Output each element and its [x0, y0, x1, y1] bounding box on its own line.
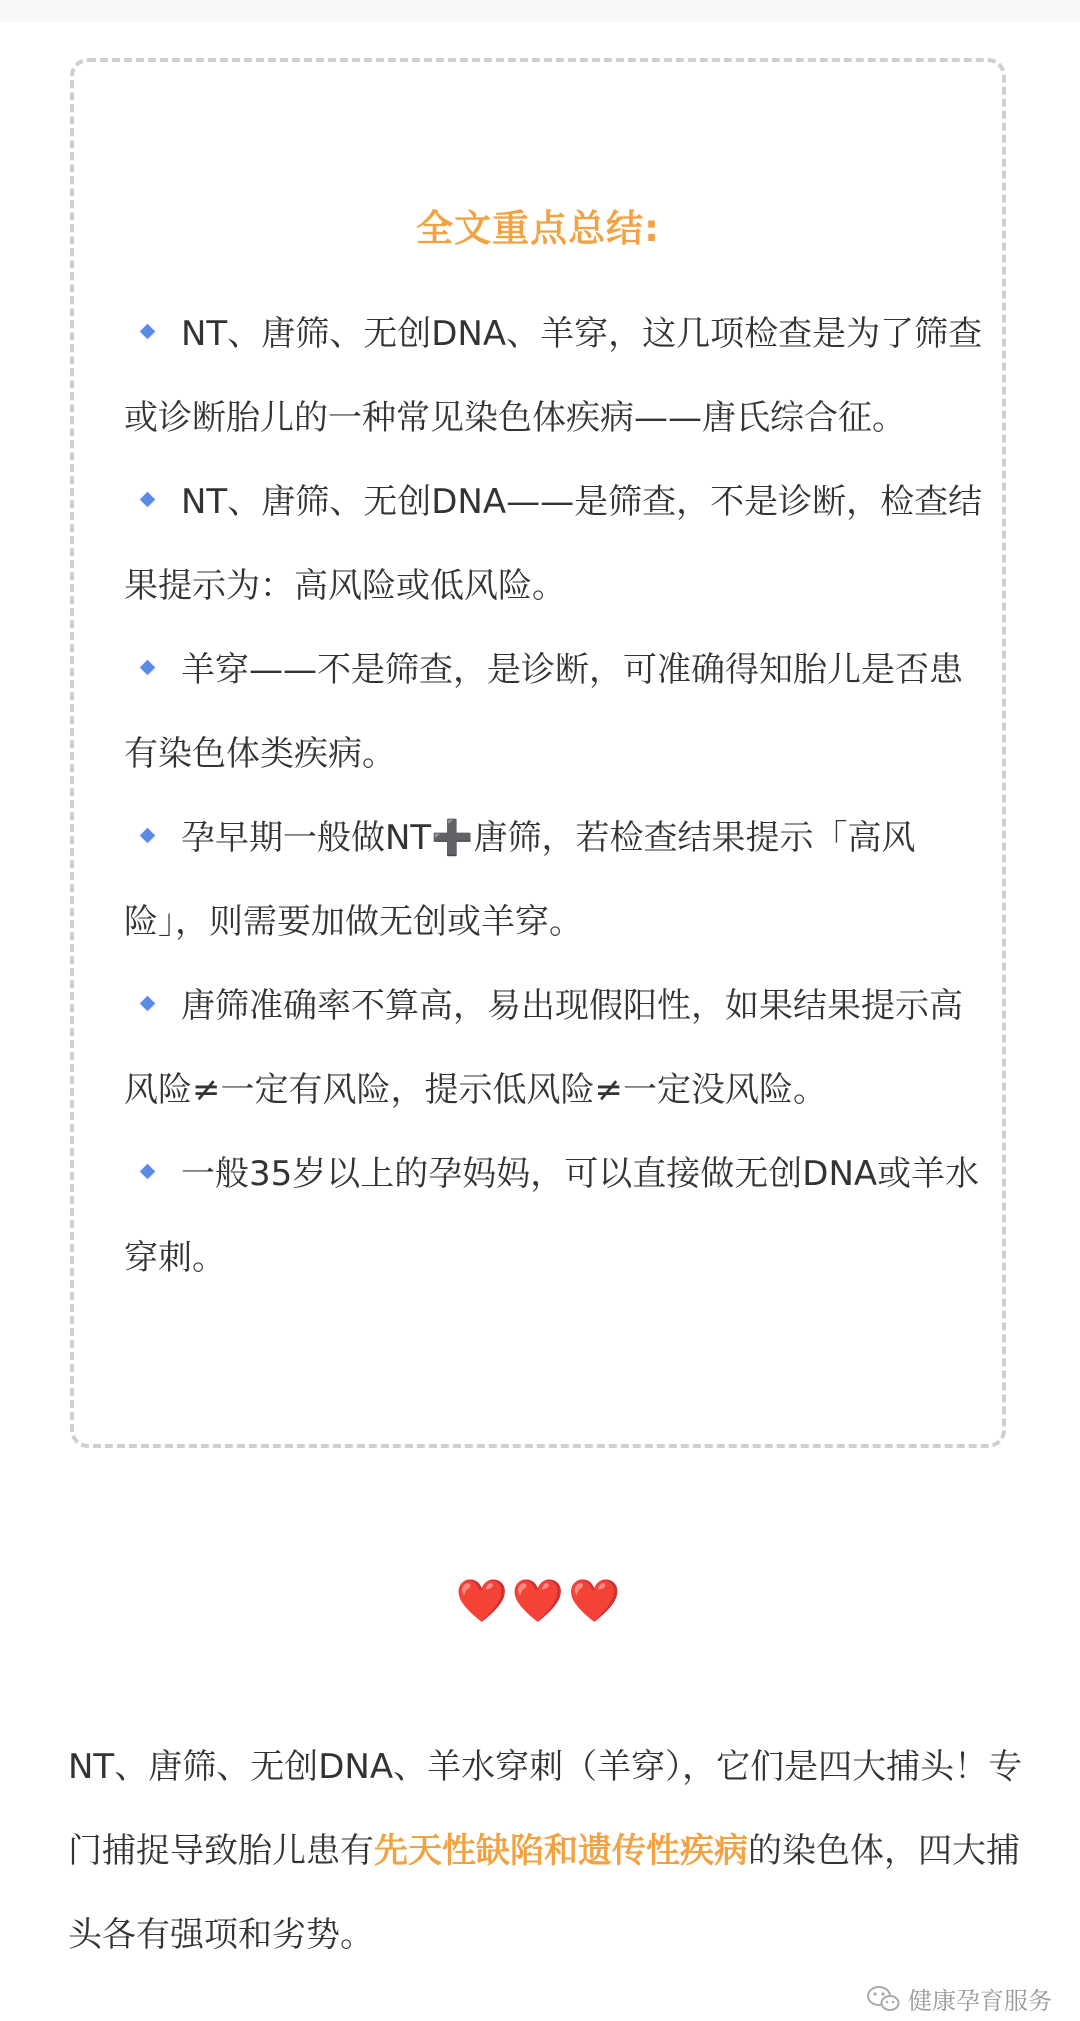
summary-title: 全文重点总结:: [416, 207, 660, 250]
wechat-icon: [866, 1984, 900, 2012]
summary-item-text: 一般35岁以上的孕妈妈，可以直接做无创DNA或羊水穿刺。: [124, 1154, 980, 1278]
summary-item: [124, 460, 984, 628]
diamond-bullet-icon: [140, 324, 156, 340]
diamond-bullet-icon: [140, 1164, 156, 1180]
summary-item: [124, 628, 984, 796]
summary-item: [124, 796, 984, 964]
summary-card: [70, 58, 1006, 1448]
summary-item-text: NT、唐筛、无创DNA、羊穿，这几项检查是为了筛查或诊断胎儿的一种常见染色体疾病——唐氏综合征。: [124, 314, 983, 438]
summary-item-text: 孕早期一般做NT➕唐筛，若检查结果提示「高风险」，则需要加做无创或羊穿。: [124, 818, 916, 942]
intro-paragraph: [68, 1725, 1028, 1977]
summary-item: [124, 1132, 984, 1300]
diamond-bullet-icon: [140, 996, 156, 1012]
intro-text-before: NT、唐筛、无创DNA、羊水穿刺（羊穿），它们是四大捕头！专门捕捉导致胎儿患有: [68, 1747, 1023, 1871]
summary-item: [124, 292, 984, 460]
watermark-text: 健康孕育服务: [908, 1986, 1052, 2015]
summary-list: [124, 292, 984, 1300]
watermark: [866, 1980, 1052, 2016]
top-divider-strip: [0, 0, 1080, 22]
summary-item-text: 羊穿——不是筛查，是诊断，可准确得知胎儿是否患有染色体类疾病。: [124, 650, 963, 774]
diamond-bullet-icon: [140, 660, 156, 676]
summary-item-text: 唐筛准确率不算高，易出现假阳性，如果结果提示高风险≠一定有风险，提示低风险≠一定没风险。: [124, 986, 963, 1110]
intro-highlight: 先天性缺陷和遗传性疾病: [374, 1831, 748, 1871]
hearts-divider: ❤️❤️❤️: [455, 1576, 625, 1625]
summary-item: [124, 964, 984, 1132]
intro-text-after: 的染色体，四大捕头各有强项和劣势。: [68, 1831, 1020, 1955]
diamond-bullet-icon: [140, 492, 156, 508]
diamond-bullet-icon: [140, 828, 156, 844]
summary-item-text: NT、唐筛、无创DNA——是筛查，不是诊断，检查结果提示为：高风险或低风险。: [124, 482, 983, 606]
